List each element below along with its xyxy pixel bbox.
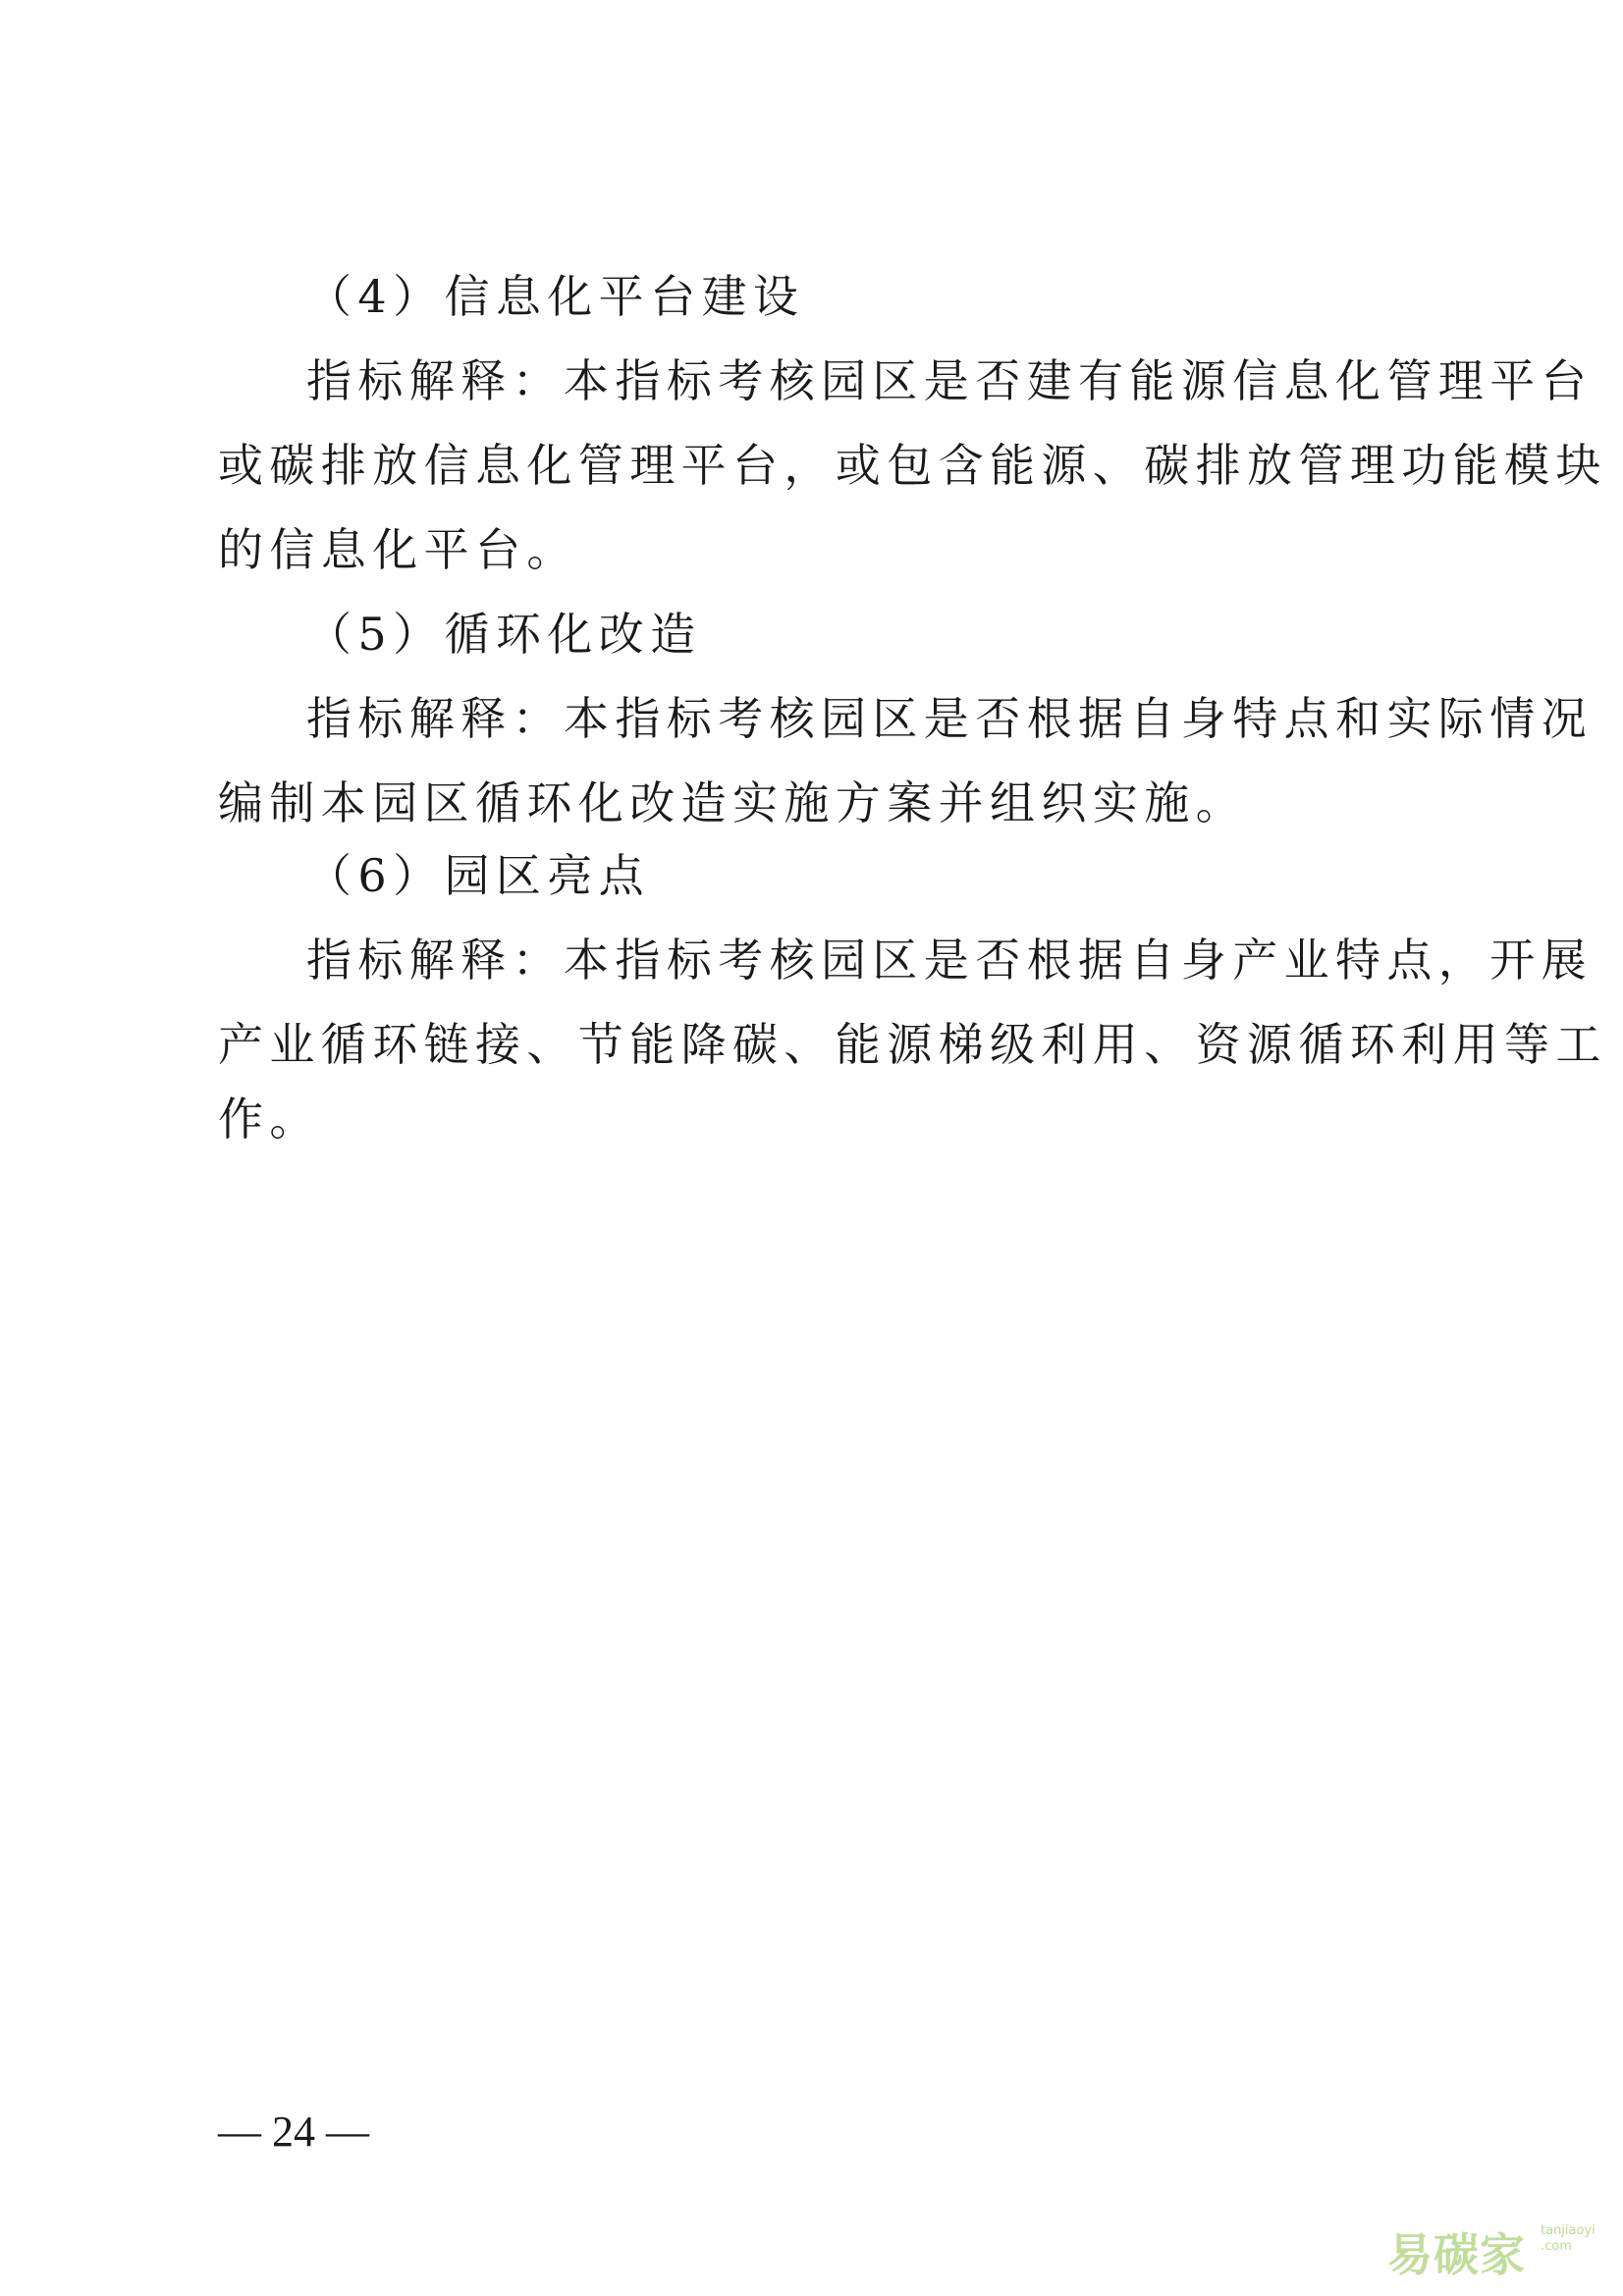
page-number: — 24 — (218, 2108, 369, 2156)
watermark-text: 易碳家 (1387, 2228, 1526, 2281)
section-5-body-line-1: 指标解释：本指标考核园区是否根据自身特点和实际情况 (306, 692, 1593, 745)
section-4-body-line-3: 的信息化平台。 (218, 523, 578, 576)
watermark-logo (1387, 2217, 1613, 2286)
section-6-body-line-2: 产业循环链接、节能降碳、能源梯级利用、资源循环利用等工 (218, 1018, 1607, 1071)
watermark-subtext (1541, 2223, 1596, 2255)
section-6-body-line-1: 指标解释：本指标考核园区是否根据自身产业特点，开展 (306, 934, 1593, 987)
section-4-body-line-2: 或碳排放信息化管理平台，或包含能源、碳排放管理功能模块 (218, 439, 1607, 492)
watermark-subtext-line-1: tanjiaoyi (1541, 2223, 1596, 2238)
section-4-body-line-1: 指标解释：本指标考核园区是否建有能源信息化管理平台 (306, 354, 1593, 407)
section-heading-6: （6）园区亮点 (306, 849, 651, 902)
section-6-body-line-3: 作。 (218, 1093, 321, 1146)
watermark-subtext-line-2: .com (1541, 2239, 1572, 2254)
section-heading-4: （4）信息化平台建设 (306, 270, 805, 323)
section-heading-5: （5）循环化改造 (306, 608, 702, 661)
section-5-body-line-2: 编制本园区循环化改造实施方案并组织实施。 (218, 776, 1247, 829)
